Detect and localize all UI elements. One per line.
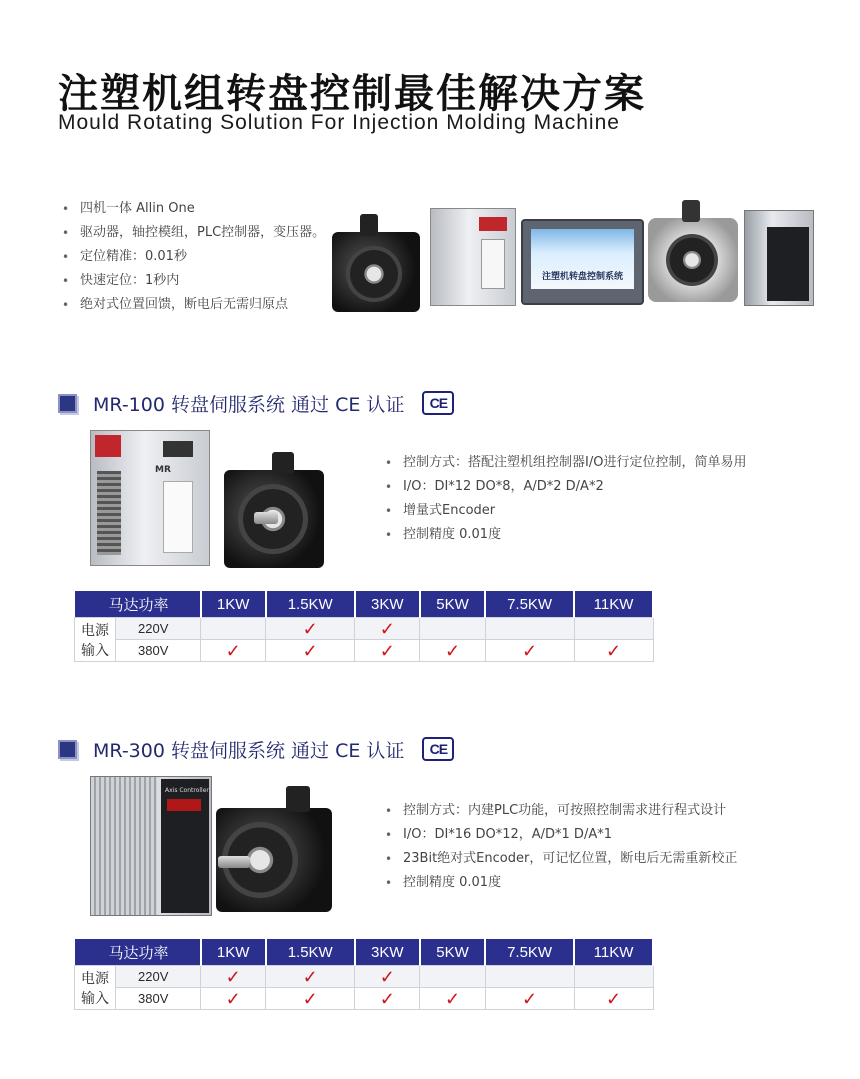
table-row [75, 640, 654, 662]
spec-item: • 控制方式：搭配注塑机组控制器I/O进行定位控制，简单易用 [385, 451, 746, 475]
check-mark-icon: ✓ [379, 640, 395, 661]
drive-brand: MR [155, 465, 171, 475]
check-mark-icon: ✓ [444, 988, 461, 1009]
spec-item: • I/O：DI*16 DO*12，A/D*1 D/A*1 [385, 823, 737, 847]
mr100-motor-image [224, 470, 324, 568]
check-mark-icon: ✓ [379, 966, 395, 987]
table-header-motor-power: 马达功率 [75, 591, 201, 618]
page-title: 注塑机组转盘控制最佳解决方案 [58, 71, 646, 117]
section-header-mr300 [58, 734, 454, 764]
axis-controller-image [744, 210, 814, 306]
check-mark-icon: ✓ [522, 988, 538, 1009]
mr300-power-table [74, 939, 654, 1010]
check-mark-icon: ✓ [444, 640, 461, 661]
check-mark-icon: ✓ [302, 988, 318, 1009]
controller-label: Axis Controller [165, 787, 209, 794]
table-header-power: 11KW [574, 591, 653, 618]
table-header-motor-power: 马达功率 [75, 939, 201, 966]
spec-item: • 控制精度 0.01度 [385, 523, 746, 547]
section-title: MR-100 转盘伺服系统 通过 CE 认证 [93, 393, 405, 416]
check-mark-icon: ✓ [605, 988, 622, 1009]
check-mark-icon: ✓ [605, 640, 622, 661]
hmi-touchscreen-image [521, 219, 644, 305]
spec-item: • 23Bit绝对式Encoder，可记忆位置，断电后无需重新校正 [385, 847, 737, 871]
table-header-power: 1.5KW [266, 591, 355, 618]
section-header-mr100 [58, 388, 454, 418]
feature-item: • 定位精准：0.01秒 [62, 245, 325, 269]
ce-mark-icon: CE [422, 737, 454, 761]
check-mark-icon: ✓ [302, 618, 318, 639]
power-input-label [75, 618, 116, 662]
table-header-power: 1KW [201, 939, 266, 966]
check-mark-icon: ✓ [225, 966, 241, 987]
check-mark-icon: ✓ [225, 988, 241, 1009]
table-header-power: 5KW [420, 939, 485, 966]
absolute-servo-motor-image [648, 218, 738, 302]
mr100-spec-list [385, 451, 746, 547]
feature-item: • 绝对式位置回馈，断电后无需归原点 [62, 293, 325, 317]
table-header-power: 1KW [201, 591, 266, 618]
check-mark-icon: ✓ [379, 618, 395, 639]
servo-motor-image [332, 232, 420, 312]
spec-item: • 控制方式：内建PLC功能，可按照控制需求进行程式设计 [385, 799, 737, 823]
group-label-line: 输入 [81, 989, 109, 1006]
mr300-motor-image [216, 808, 332, 912]
voltage-cell: 380V [116, 640, 201, 662]
table-header-power: 1.5KW [266, 939, 355, 966]
table-row [75, 988, 654, 1010]
group-label-line: 电源 [81, 621, 109, 638]
group-label-line: 电源 [81, 969, 109, 986]
ce-mark-icon: CE [422, 391, 454, 415]
voltage-cell: 380V [116, 988, 201, 1010]
table-header-power: 3KW [355, 939, 420, 966]
section-title: MR-300 转盘伺服系统 通过 CE 认证 [93, 739, 405, 762]
mr100-power-table [74, 591, 654, 662]
section-marker-icon [58, 394, 77, 413]
check-mark-icon: ✓ [522, 640, 538, 661]
table-header-power: 7.5KW [485, 591, 574, 618]
table-header-power: 3KW [355, 591, 420, 618]
section-marker-icon [58, 740, 77, 759]
feature-list [62, 197, 325, 317]
page-subtitle: Mould Rotating Solution For Injection Molding Machine [58, 111, 620, 134]
spec-item: • 控制精度 0.01度 [385, 871, 737, 895]
mr300-controller-image [90, 776, 212, 916]
feature-item: • 四机一体 Allin One [62, 197, 325, 221]
table-row [75, 966, 654, 988]
spec-item: • I/O：DI*12 DO*8，A/D*2 D/A*2 [385, 475, 746, 499]
table-header-power: 7.5KW [485, 939, 574, 966]
spec-item: • 增量式Encoder [385, 499, 746, 523]
check-mark-icon: ✓ [302, 966, 318, 987]
power-input-label [75, 966, 116, 1010]
table-header-power: 5KW [420, 591, 485, 618]
servo-drive-image [430, 208, 516, 306]
check-mark-icon: ✓ [302, 640, 318, 661]
voltage-cell: 220V [116, 618, 201, 640]
mr300-spec-list [385, 799, 737, 895]
group-label-line: 输入 [81, 641, 109, 658]
voltage-cell: 220V [116, 966, 201, 988]
table-header-power: 11KW [574, 939, 653, 966]
check-mark-icon: ✓ [225, 640, 241, 661]
feature-item: • 驱动器，轴控模组，PLC控制器，变压器。 [62, 221, 325, 245]
mr100-drive-image [90, 430, 210, 566]
table-row [75, 618, 654, 640]
feature-item: • 快速定位：1秒内 [62, 269, 325, 293]
hmi-screen-text: 注塑机转盘控制系统 [541, 272, 623, 282]
check-mark-icon: ✓ [379, 988, 395, 1009]
